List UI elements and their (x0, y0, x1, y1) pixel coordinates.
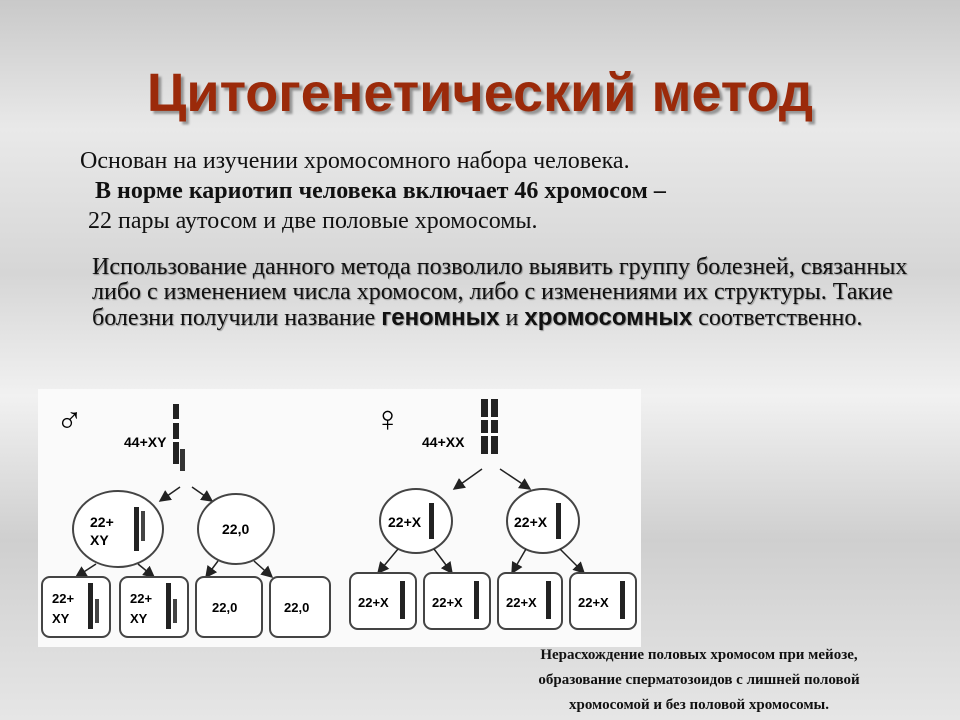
caption-line-3: хромосомой и без половой хромосомы. (569, 697, 829, 713)
diagram-caption (450, 643, 948, 718)
slide-title: Цитогенетический метод (146, 63, 814, 123)
nondisjunction-diagram (38, 389, 641, 647)
male-gamete-2 (120, 577, 188, 637)
term-genomic: геномных (381, 304, 500, 331)
svg-text:XY: XY (130, 611, 148, 626)
svg-text:22+: 22+ (130, 591, 153, 606)
svg-text:22+X: 22+X (506, 595, 537, 610)
intro-line-2: В норме кариотип человека включает 46 хромосом – (95, 178, 666, 204)
female-gamete-3 (498, 573, 562, 629)
female-cell-2-label: 22+X (514, 514, 548, 530)
caption-line-1: Нерасхождение половых хромосом при мейозе, (540, 647, 858, 663)
male-cell-zero-label: 22,0 (222, 521, 250, 537)
term-chromosomal: хромосомных (524, 304, 693, 331)
male-symbol-icon: ♂ (56, 398, 83, 439)
svg-text:22+: 22+ (52, 591, 75, 606)
svg-text:22+X: 22+X (432, 595, 463, 610)
svg-text:22+X: 22+X (578, 595, 609, 610)
svg-text:22,0: 22,0 (212, 600, 238, 615)
female-gamete-1 (350, 573, 416, 629)
female-karyotype-label: 44+XX (422, 434, 465, 450)
male-gamete-1 (42, 577, 110, 637)
paragraph-mid: и (499, 305, 525, 331)
male-chromosome-pair (173, 404, 185, 471)
female-chromosome-pair (481, 399, 498, 454)
male-cell-xy-line2: XY (90, 532, 109, 548)
female-cell-1-label: 22+X (388, 514, 422, 530)
intro-line-1: Основан на изучении хромосомного набора человека. (80, 148, 630, 174)
paragraph-text-2: соответственно. (692, 305, 863, 331)
method-paragraph (92, 255, 912, 331)
female-gamete-2 (424, 573, 490, 629)
intro-line-3: 22 пары аутосом и две половые хромосомы. (88, 208, 538, 234)
caption-line-2: образование сперматозоидов с лишней половой (538, 672, 860, 688)
svg-text:XY: XY (52, 611, 70, 626)
male-karyotype-label: 44+XY (124, 434, 167, 450)
male-cell-xy-line1: 22+ (90, 514, 114, 530)
svg-text:22,0: 22,0 (284, 600, 310, 615)
female-symbol-icon: ♀ (374, 398, 401, 439)
male-gamete-3 (196, 577, 262, 637)
male-gamete-4 (270, 577, 330, 637)
male-cell-xy (73, 491, 163, 567)
paragraph-text-1: Использование данного метода позволило выявить группу болезней, связанных либо с изменением числа хромосом, либо с изменениями их структуры. Такие болезни получили название (92, 254, 908, 331)
female-gamete-4 (570, 573, 636, 629)
svg-text:22+X: 22+X (358, 595, 389, 610)
male-cell-chromosome (134, 507, 139, 551)
